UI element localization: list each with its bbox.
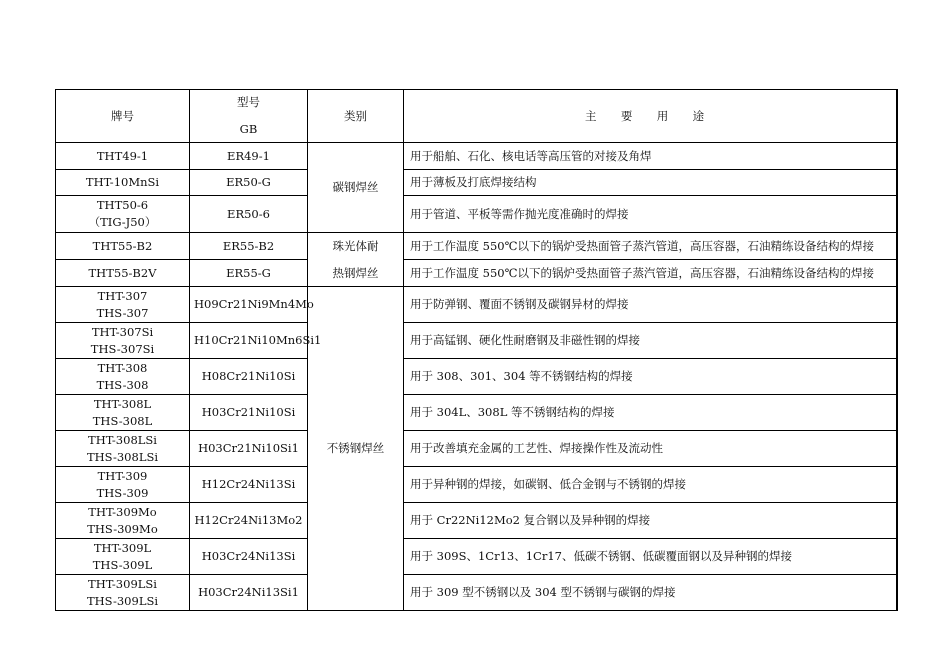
table-row <box>56 539 897 575</box>
table-row <box>56 575 897 611</box>
brand-line: THT50-6 <box>96 198 149 212</box>
brand-line: THT-10MnSi <box>85 175 160 189</box>
category-cell-pearlitic <box>308 233 404 287</box>
table-row <box>56 260 897 287</box>
brand-line: THS-308 <box>96 377 149 392</box>
brand-line: THT-308 <box>97 360 148 375</box>
usage-cell: 用于 309 型不锈钢以及 304 型不锈钢与碳钢的焊接 <box>404 575 897 611</box>
brand-cell <box>56 143 190 170</box>
model-cell: H03Cr24Ni13Si1 <box>190 575 308 611</box>
header-usage: 主 要 用 途 <box>404 90 897 143</box>
brand-cell <box>56 575 190 611</box>
model-cell: H12Cr24Ni13Mo2 <box>190 503 308 539</box>
brand-line: THT49-1 <box>96 148 149 163</box>
category-cell-stainless: 不锈钢焊丝 <box>308 287 404 611</box>
brand-line: THS-309LSi <box>86 593 159 608</box>
brand-line: （TIG-J50） <box>88 215 157 229</box>
brand-cell <box>56 503 190 539</box>
table-row <box>56 467 897 503</box>
brand-cell <box>56 395 190 431</box>
model-cell: H10Cr21Ni10Mn6Si1 <box>190 323 308 359</box>
brand-cell <box>56 196 190 233</box>
brand-line: THS-308LSi <box>86 449 159 464</box>
model-cell: ER55-G <box>190 260 308 287</box>
table-row <box>56 143 897 170</box>
model-cell: ER50-6 <box>190 196 308 233</box>
brand-cell <box>56 287 190 323</box>
header-category: 类别 <box>308 90 404 143</box>
table-header-row <box>56 90 897 143</box>
model-cell: ER49-1 <box>190 143 308 170</box>
brand-cell <box>56 323 190 359</box>
brand-cell <box>56 467 190 503</box>
brand-cell <box>56 233 190 260</box>
usage-cell: 用于 309S、1Cr13、1Cr17、低碳不锈钢、低碳覆面钢以及异种钢的焊接 <box>404 539 897 575</box>
usage-cell: 用于异种钢的焊接，如碳钢、低合金钢与不锈钢的焊接 <box>404 467 897 503</box>
brand-line: THT-307Si <box>91 324 154 339</box>
brand-line: THT-309L <box>93 540 152 555</box>
brand-line: THT-309Mo <box>88 504 157 519</box>
header-model-line2: GB <box>239 122 258 136</box>
welding-wire-table <box>55 89 898 611</box>
table-row <box>56 287 897 323</box>
table-row <box>56 196 897 233</box>
brand-line: THT-308L <box>93 396 152 411</box>
brand-line: THT55-B2 <box>92 238 153 253</box>
brand-line: THT-307 <box>97 288 148 303</box>
category-line: 热钢焊丝 <box>332 265 379 280</box>
brand-line: THT-309 <box>97 468 148 483</box>
brand-line: THT-309LSi <box>88 576 157 591</box>
table-row <box>56 431 897 467</box>
model-cell: ER55-B2 <box>190 233 308 260</box>
model-cell: H08Cr21Ni10Si <box>190 359 308 395</box>
brand-cell <box>56 539 190 575</box>
brand-line: THT55-B2V <box>88 265 157 280</box>
table-row <box>56 503 897 539</box>
table-row <box>56 233 897 260</box>
brand-line: THS-307 <box>96 305 149 320</box>
model-cell: H03Cr21Ni10Si1 <box>190 431 308 467</box>
usage-cell: 用于管道、平板等需作抛光度准确时的焊接 <box>404 196 897 233</box>
model-cell: ER50-G <box>190 170 308 196</box>
model-cell: H09Cr21Ni9Mn4Mo <box>190 287 308 323</box>
brand-cell <box>56 260 190 287</box>
usage-cell: 用于工作温度 550℃以下的锅炉受热面管子蒸汽管道，高压容器，石油精练设备结构的焊接 <box>404 260 897 287</box>
usage-cell: 用于 308、301、304 等不锈钢结构的焊接 <box>404 359 897 395</box>
category-cell-carbon: 碳钢焊丝 <box>308 143 404 233</box>
header-brand: 牌号 <box>56 90 190 143</box>
brand-line: THS-308L <box>92 413 153 428</box>
usage-cell: 用于船舶、石化、核电话等高压管的对接及角焊 <box>404 143 897 170</box>
usage-cell: 用于高锰钢、硬化性耐磨钢及非磁性钢的焊接 <box>404 323 897 359</box>
header-model <box>190 90 308 143</box>
usage-cell: 用于 Cr22Ni12Mo2 复合钢以及异种钢的焊接 <box>404 503 897 539</box>
usage-cell: 用于 304L、308L 等不锈钢结构的焊接 <box>404 395 897 431</box>
usage-cell: 用于改善填充金属的工艺性、焊接操作性及流动性 <box>404 431 897 467</box>
model-cell: H03Cr21Ni10Si <box>190 395 308 431</box>
brand-cell <box>56 431 190 467</box>
usage-cell: 用于防弹钢、覆面不锈钢及碳钢异材的焊接 <box>404 287 897 323</box>
usage-cell: 用于工作温度 550℃以下的锅炉受热面管子蒸汽管道，高压容器，石油精练设备结构的焊接 <box>404 233 897 260</box>
header-model-line1: 型号 <box>237 95 260 109</box>
usage-cell: 用于薄板及打底焊接结构 <box>404 170 897 196</box>
table-row <box>56 395 897 431</box>
brand-line: THS-309L <box>92 557 153 572</box>
model-cell: H12Cr24Ni13Si <box>190 467 308 503</box>
brand-line: THS-307Si <box>90 341 155 356</box>
brand-line: THS-309Mo <box>87 521 158 536</box>
brand-line: THT-308LSi <box>88 432 157 447</box>
brand-cell <box>56 359 190 395</box>
table-row <box>56 170 897 196</box>
brand-cell <box>56 170 190 196</box>
brand-line: THS-309 <box>96 485 149 500</box>
table-row <box>56 323 897 359</box>
category-line: 珠光体耐 <box>332 238 379 253</box>
model-cell: H03Cr24Ni13Si <box>190 539 308 575</box>
table-row <box>56 359 897 395</box>
